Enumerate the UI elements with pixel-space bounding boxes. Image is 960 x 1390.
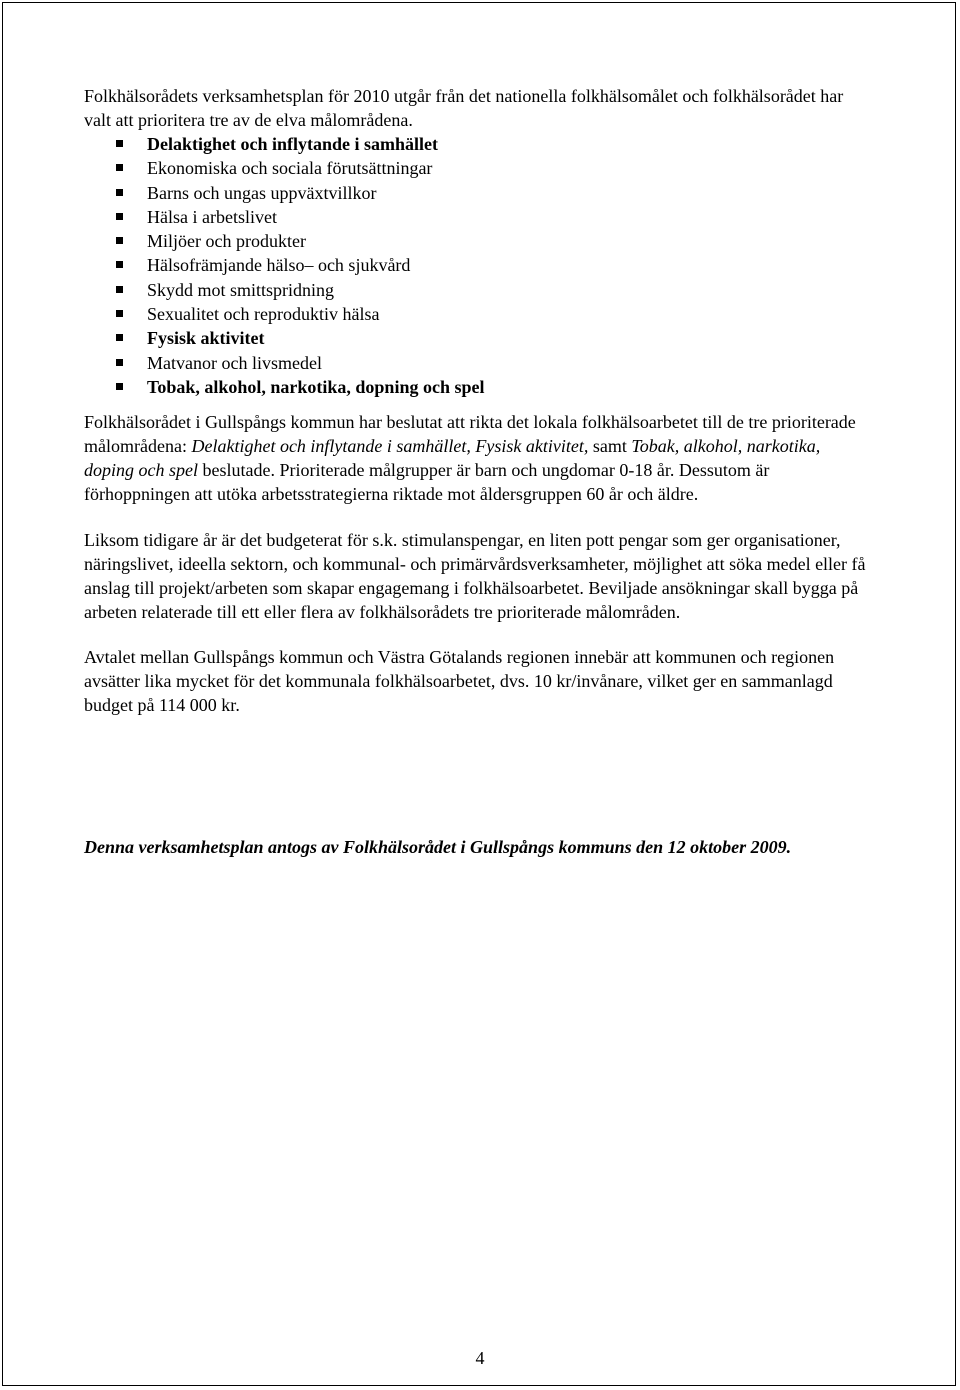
goal-label: Barns och ungas uppväxtvillkor [147,182,377,203]
goal-list [84,132,874,399]
goal-label: Skydd mot smittspridning [147,279,335,300]
goal-list-item [147,375,874,399]
goal-list-item [147,229,874,253]
square-bullet-icon [116,140,123,147]
goal-list-item [147,351,874,375]
priority-areas-italic: Delaktighet och inflytande i samhället, Fysisk aktivitet, [191,436,589,457]
document-body [84,84,874,859]
page-number: 4 [475,1348,485,1368]
goal-list-item [147,278,874,302]
priority-paragraph [84,410,874,506]
goal-list-item [147,253,874,277]
goal-label: Sexualitet och reproduktiv hälsa [147,304,380,325]
goal-label: Matvanor och livsmedel [147,352,322,373]
goal-label: Hälsofrämjande hälso– och sjukvård [147,255,411,276]
stimulus-paragraph: Liksom tidigare år är det budgeterat för s.k. stimulanspengar, en liten pott pengar som ger organisationer, näringslivet, ideella sektorn, och kommunal- och primärvårdsverksamheter, möjlighet att söka medel eller få anslag till projekt/arbeten som skapar engagemang i folkhälsoarbetet. Beviljade ansökningar skall bygga på arbeten relaterade till ett eller flera av folkhälsorådets tre prioriterade målområden. [84,530,866,623]
priority-text-1: Folkhälsorådet i Gullspångs kommun har beslutat att rikta det lokala folkhälsoarbetet till de tre prioriterade målområdena: [84,412,856,457]
square-bullet-icon [116,261,123,268]
square-bullet-icon [116,286,123,293]
priority-text-2: samt [588,436,632,457]
goal-label: Hälsa i arbetslivet [147,206,277,227]
goal-label: Tobak, alkohol, narkotika, dopning och spel [147,376,485,397]
agreement-paragraph: Avtalet mellan Gullspångs kommun och Västra Götalands regionen innebär att kommunen och regionen avsätter lika mycket för det kommunala folkhälsoarbetet, dvs. 10 kr/invånare, vilket ger en sammanlagd budget på 114 000 kr. [84,647,835,716]
goal-list-item [147,132,874,156]
square-bullet-icon [116,310,123,317]
square-bullet-icon [116,334,123,341]
goal-label: Delaktighet och inflytande i samhället [147,134,438,154]
square-bullet-icon [116,383,123,390]
goal-list-item [147,181,874,205]
square-bullet-icon [116,359,123,366]
square-bullet-icon [116,237,123,244]
goal-label: Miljöer och produkter [147,231,306,252]
square-bullet-icon [116,164,123,171]
goal-list-item [147,156,874,180]
priority-text-3: beslutade. Prioriterade målgrupper är barn och ungdomar 0-18 år. Dessutom är förhoppningen att utöka arbetsstrategierna riktade mot åldersgruppen 60 år och äldre. [84,460,770,505]
goal-list-item [147,205,874,229]
square-bullet-icon [116,189,123,196]
adoption-statement: Denna verksamhetsplan antogs av Folkhälsorådet i Gullspångs kommuns den 12 oktober 2009. [84,837,792,858]
goal-list-item [147,302,874,326]
intro-paragraph: Folkhälsorådets verksamhetsplan för 2010 utgår från det nationella folkhälsomålet och folkhälsorådet har valt att prioritera tre av de elva målområdena. [84,86,844,130]
square-bullet-icon [116,213,123,220]
goal-label: Fysisk aktivitet [147,328,265,349]
goal-list-item [147,326,874,350]
goal-label: Ekonomiska och sociala förutsättningar [147,158,433,179]
priority-area-tobacco-italic: Tobak, alkohol, narkotika, doping och spel [84,436,821,481]
